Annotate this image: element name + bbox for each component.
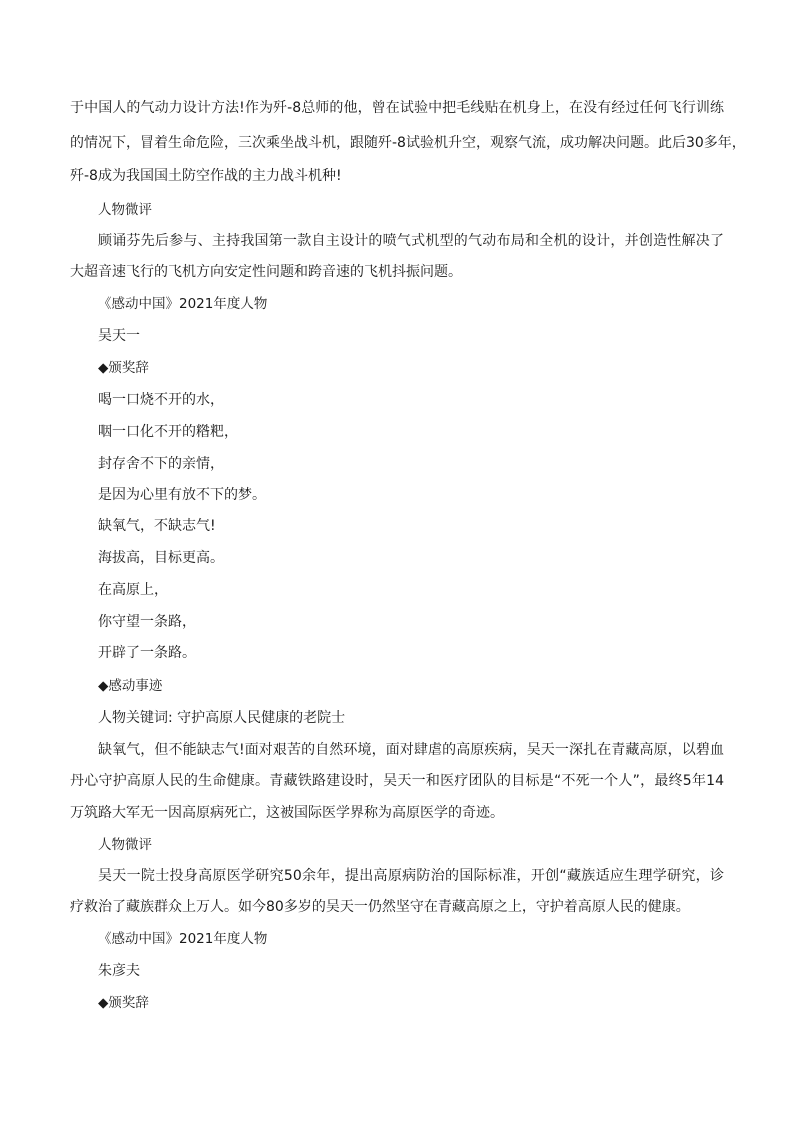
person-name: 朱彦夫 bbox=[98, 963, 140, 979]
paragraph-line: 缺氧气，但不能缺志气!面对艰苦的自然环境，面对肆虐的高原疾病，吴天一深扎在青藏高原，以碧血 bbox=[98, 742, 724, 758]
award-title: 《感动中国》2021年度人物 bbox=[98, 296, 268, 312]
poem-line: 封存舍不下的亲情， bbox=[98, 456, 224, 472]
paragraph-line: 歼-8成为我国国土防空作战的主力战斗机种! bbox=[70, 168, 342, 184]
award-title: 《感动中国》2021年度人物 bbox=[98, 931, 268, 947]
paragraph-line: 的情况下，冒着生命危险，三次乘坐战斗机，跟随歼-8试验机升空，观察气流，成功解决问题。此后30多年， bbox=[70, 135, 746, 151]
poem-line: 你守望一条路， bbox=[98, 614, 196, 630]
keyword-line: 人物关键词: 守护高原人民健康的老院士 bbox=[98, 710, 346, 726]
poem-line: 开辟了一条路。 bbox=[98, 645, 196, 661]
paragraph-line: 大超音速飞行的飞机方向安定性问题和跨音速的飞机抖振问题。 bbox=[70, 264, 462, 280]
section-heading: ◆颁奖辞 bbox=[98, 360, 149, 376]
section-heading: ◆颁奖辞 bbox=[98, 995, 149, 1011]
poem-line: 在高原上， bbox=[98, 582, 168, 598]
poem-line: 咽一口化不开的糌粑， bbox=[98, 424, 238, 440]
section-heading: ◆感动事迹 bbox=[98, 678, 163, 694]
paragraph-line: 疗救治了藏族群众上万人。如今80多岁的吴天一仍然坚守在青藏高原之上，守护着高原人民的健康。 bbox=[70, 899, 690, 915]
poem-line: 缺氧气，不缺志气! bbox=[98, 518, 216, 534]
paragraph-line: 丹心守护高原人民的生命健康。青藏铁路建设时，吴天一和医疗团队的目标是“不死一个人”，最终5年14 bbox=[70, 773, 724, 789]
section-heading: 人物微评 bbox=[98, 837, 152, 853]
paragraph-line: 顾诵芬先后参与、主持我国第一款自主设计的喷气式机型的气动布局和全机的设计，并创造性解决了 bbox=[98, 233, 724, 249]
poem-line: 海拔高，目标更高。 bbox=[98, 550, 224, 566]
poem-line: 喝一口烧不开的水， bbox=[98, 392, 224, 408]
paragraph-line: 吴天一院士投身高原医学研究50余年，提出高原病防治的国际标准，开创“藏族适应生理学研究，诊 bbox=[98, 868, 724, 884]
person-name: 吴天一 bbox=[98, 328, 140, 344]
paragraph-line: 万筑路大军无一因高原病死亡，这被国际医学界称为高原医学的奇迹。 bbox=[70, 805, 504, 821]
poem-line: 是因为心里有放不下的梦。 bbox=[98, 487, 266, 503]
paragraph-line: 于中国人的气动力设计方法!作为歼-8总师的他，曾在试验中把毛线贴在机身上，在没有经过任何飞行训练 bbox=[70, 100, 724, 116]
section-heading: 人物微评 bbox=[98, 202, 152, 218]
